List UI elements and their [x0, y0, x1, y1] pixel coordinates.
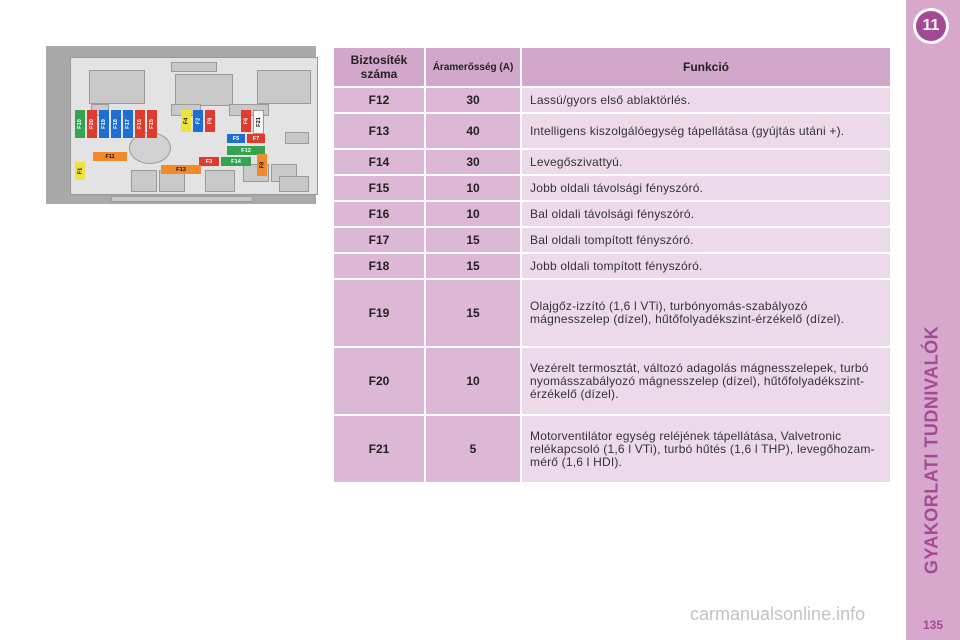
relay-block [257, 70, 311, 104]
relay-block [131, 170, 157, 192]
relay-block [89, 70, 145, 104]
function-cell: Lassú/gyors első ablaktörlés. [522, 88, 892, 112]
fuse-box-panel [70, 57, 318, 195]
fuse-f15: F15 [147, 110, 157, 138]
relay-block [279, 176, 309, 192]
function-cell: Bal oldali tompított fényszóró. [522, 228, 892, 252]
fuse-f3: F3 [199, 157, 219, 166]
table-row [334, 416, 892, 482]
chapter-badge [913, 8, 949, 44]
relay-block [205, 170, 235, 192]
table-row [334, 88, 892, 112]
function-cell: Levegőszivattyú. [522, 150, 892, 174]
table-row [334, 348, 892, 414]
fuse-f9: F9 [205, 110, 215, 132]
fuse-f19: F19 [99, 110, 109, 138]
page-number: 135 [922, 618, 944, 632]
fuse-f7: F7 [247, 134, 265, 143]
fuse-f18: F18 [111, 110, 121, 138]
table-row [334, 150, 892, 174]
fuse-table [334, 46, 892, 484]
fuse-f6: F6 [241, 110, 251, 132]
amperage-cell: 30 [426, 150, 522, 174]
function-cell: Intelligens kiszolgálóegység tápellátása (gyújtás utáni +). [522, 114, 892, 148]
fuse-f21: F21 [253, 110, 264, 134]
fuse-f10: F10 [75, 110, 85, 138]
base-strip [111, 196, 253, 202]
fuse-box-diagram [46, 46, 316, 204]
fuse-number-cell: F19 [334, 280, 426, 346]
function-cell: Jobb oldali tompított fényszóró. [522, 254, 892, 278]
amperage-cell: 30 [426, 88, 522, 112]
table-row [334, 202, 892, 226]
fuse-f14: F14 [221, 157, 251, 166]
relay-block [175, 74, 233, 106]
header-amperage: Áramerősség (A) [426, 48, 522, 86]
fuse-number-cell: F18 [334, 254, 426, 278]
header-fuse-number: Biztosíték száma [334, 48, 426, 86]
table-row [334, 176, 892, 200]
amperage-cell: 15 [426, 228, 522, 252]
fuse-f4: F4 [181, 110, 191, 132]
function-cell: Bal oldali távolsági fényszóró. [522, 202, 892, 226]
function-cell: Vezérelt termosztát, változó adagolás mágnesszelepek, turbó nyomásszabályozó mágnesszelep (dízel), hűtőfolyadékszint-érzékelő (dízel). [522, 348, 892, 414]
fuse-number-cell: F13 [334, 114, 426, 148]
relay-block [285, 132, 309, 144]
function-cell: Motorventilátor egység reléjének tápellátása, Valvetronic relékapcsoló (1,6 l VTi), turbó hűtés (1,6 l THP), levegőhozam-mérő (1,6 l HDI). [522, 416, 892, 482]
amperage-cell: 10 [426, 202, 522, 226]
table-row [334, 254, 892, 278]
amperage-cell: 15 [426, 280, 522, 346]
fuse-f16: F16 [135, 110, 145, 138]
fuse-number-cell: F12 [334, 88, 426, 112]
fuse-number-cell: F20 [334, 348, 426, 414]
chapter-number: 11 [916, 11, 946, 41]
amperage-cell: 15 [426, 254, 522, 278]
amperage-cell: 10 [426, 176, 522, 200]
table-row [334, 228, 892, 252]
header-function: Funkció [522, 48, 892, 86]
section-title: GYAKORLATI TUDNIVALÓK [921, 325, 942, 575]
fuse-number-cell: F21 [334, 416, 426, 482]
fuse-f1: F1 [75, 162, 85, 180]
fuse-number-cell: F16 [334, 202, 426, 226]
fuse-f20: F20 [87, 110, 97, 138]
fuse-number-cell: F15 [334, 176, 426, 200]
fuse-f13: F13 [161, 165, 201, 174]
function-cell: Jobb oldali távolsági fényszóró. [522, 176, 892, 200]
fuse-number-cell: F17 [334, 228, 426, 252]
fuse-f11: F11 [93, 152, 127, 161]
amperage-cell: 5 [426, 416, 522, 482]
fuse-f17: F17 [123, 110, 133, 138]
amperage-cell: 40 [426, 114, 522, 148]
fuse-number-cell: F14 [334, 150, 426, 174]
fuse-f5: F5 [227, 134, 245, 143]
function-cell: Olajgőz-izzító (1,6 l VTi), turbónyomás-szabályozó mágnesszelep (dízel), hűtőfolyadékszint-érzékelő (dízel). [522, 280, 892, 346]
watermark: carmanualsonline.info [690, 604, 866, 624]
amperage-cell: 10 [426, 348, 522, 414]
table-row [334, 280, 892, 346]
table-row [334, 114, 892, 148]
fuse-f12: F12 [227, 146, 265, 155]
table-header-row [334, 48, 892, 86]
fuse-f8: F8 [257, 154, 267, 176]
relay-block [171, 62, 217, 72]
fuse-f2: F2 [193, 110, 203, 132]
